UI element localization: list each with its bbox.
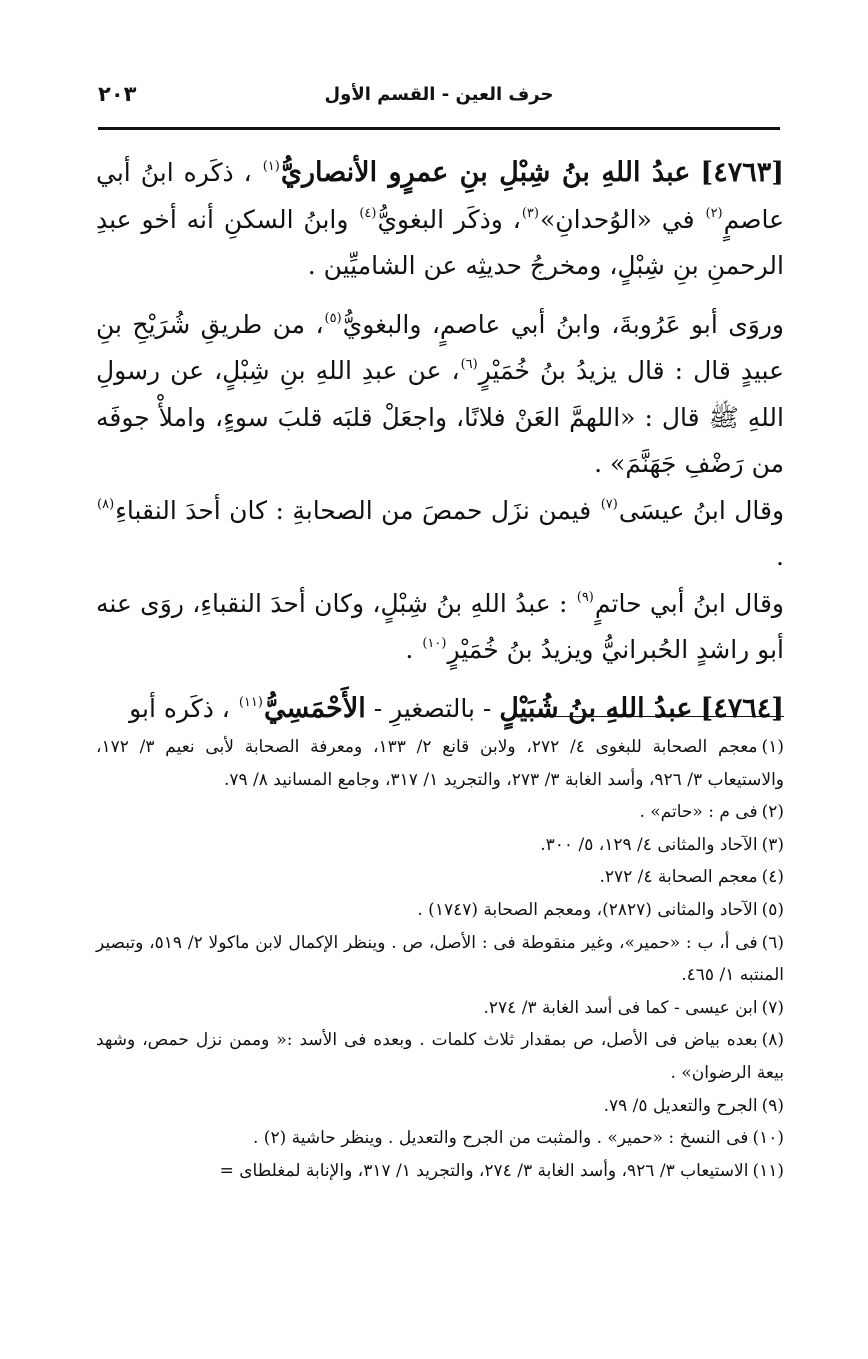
entry-4764-paragraph	[96, 686, 784, 733]
footnote-ref: (٨)	[97, 496, 115, 512]
main-text	[96, 150, 784, 732]
body-text: وروَى أبو عَرُوبةَ، وابنُ أبي عاصمٍ، والبغويُّ	[342, 309, 784, 339]
body-text: - بالتصغيرِ -	[373, 693, 492, 723]
body-text: في «الوُحدانِ»	[539, 204, 695, 234]
footnote-number: (٩)	[761, 1095, 784, 1116]
footnote-text: فى أ، ب : «حمير»، وغير منقوطة فى : الأصل، ص . وينظر الإكمال لابن ماكولا ٢/ ٥١٩، وتبصير المنتبه ١/ ٤٦٥.	[96, 932, 784, 986]
body-text: ، من طريقِ شُرَيْحِ بنِ عبيدٍ قال : قال يزيدُ بنُ خُمَيْرٍ	[96, 309, 785, 385]
entry-nisba: الأَحْمَسِيُّ	[263, 692, 366, 724]
entry-number: [٤٧٦٤]	[700, 692, 784, 724]
footnote-text: معجم الصحابة ٤/ ٢٧٢.	[599, 867, 758, 888]
footnote-text: الآحاد والمثانى ٤/ ١٢٩، ٥/ ٣٠٠.	[540, 834, 758, 855]
footnote-ref: (١)	[262, 159, 280, 174]
ibn-isa-paragraph	[96, 488, 784, 581]
body-text: .	[405, 635, 414, 664]
footnote-ref: (٩)	[576, 589, 594, 605]
footnote-number: (٣)	[761, 834, 784, 855]
footnote	[96, 1122, 784, 1155]
footnote-ref: (٧)	[600, 496, 618, 512]
entry-number: [٤٧٦٣]	[700, 157, 784, 188]
footnote-ref: (٢)	[705, 205, 723, 221]
entry-name: عبدُ اللهِ بنُ شُبَيْلٍ	[499, 692, 693, 724]
entry-name: عبدُ اللهِ بنُ شِبْلِ بنِ عمرٍو الأنصاريُّ	[280, 157, 691, 188]
footnote-text: فى النسخ : «حمير» . والمثبت من الجرح والتعديل . وينظر حاشية (٢) .	[253, 1128, 749, 1149]
footnote-number: (٧)	[761, 997, 784, 1018]
page-number: ٢٠٣	[98, 82, 137, 106]
footnote-text: الجرح والتعديل ٥/ ٧٩.	[603, 1095, 758, 1116]
footnote-number: (٦)	[761, 932, 784, 953]
footnote-ref: (١٠)	[422, 636, 447, 651]
footnote	[96, 894, 784, 927]
footnote-number: (٨)	[761, 1030, 784, 1051]
body-text: وابنُ السكنِ أنه أخو عبدِ الرحمنِ بنِ شِبْلٍ، ومخرجُ حديثِه عن الشاميِّين .	[96, 204, 784, 280]
footnote-separator	[538, 716, 784, 717]
footnote	[96, 992, 784, 1025]
page-header	[98, 84, 780, 118]
footnote	[96, 861, 784, 894]
footnote-number: (٤)	[761, 867, 784, 888]
header-rule	[98, 127, 780, 130]
body-text: ، وذكَر البغويُّ	[377, 204, 521, 234]
footnote-number: (١٠)	[752, 1128, 784, 1149]
body-text: ، عن عبدِ اللهِ بنِ شِبْلٍ، عن رسولِ اللهِ ﷺ قال : «اللهمَّ العَنْ فلانًا، واجعَلْ قلبَه قلبَ سوءٍ، واملأْ جوفَه من رَضْفِ جَهَنَّمَ» .	[96, 356, 784, 478]
footnote-text: بعده بياض فى الأصل، ص بمقدار ثلاث كلمات . وبعده فى الأسد :« وممن نزل حمص، وشهد بيعة الرضوان» .	[96, 1030, 784, 1083]
body-text: ، ذكَره أبو	[129, 693, 230, 723]
footnote	[96, 1090, 784, 1123]
footnotes	[96, 731, 784, 1187]
footnote	[96, 1024, 784, 1089]
footnote	[96, 731, 784, 796]
footnote-ref: (٦)	[460, 357, 478, 372]
footnote-text: الآحاد والمثانى (٢٨٢٧)، ومعجم الصحابة (١٧٤٧) .	[417, 899, 758, 920]
footnote-number: (٥)	[761, 899, 784, 920]
running-title: حرف العين - القسم الأول	[324, 84, 554, 105]
footnote-text: ابن عيسى - كما فى أسد الغابة ٣/ ٢٧٤.	[483, 997, 758, 1018]
footnote	[96, 1155, 784, 1188]
footnote-text: معجم الصحابة للبغوى ٤/ ٢٧٢، ولابن قانع ٢/ ١٣٣، ومعرفة الصحابة لأبى نعيم ٣/ ١٧٢، والاستيعاب ٣/ ٩٢٦، وأسد الغابة ٣/ ٢٧٣، والتجريد ١/ ٣١٧، وجامع المسانيد ٨/ ٧٩.	[96, 737, 784, 790]
body-text: فيمن نزَل حمصَ من الصحابةِ : كان أحدَ النقباءِ	[115, 495, 592, 525]
entry-4763-paragraph	[96, 150, 784, 290]
footnote	[96, 829, 784, 862]
footnote	[96, 927, 784, 992]
footnote	[96, 796, 784, 829]
footnote-ref: (٤)	[359, 205, 377, 221]
footnote-number: (١١)	[752, 1160, 784, 1181]
footnote-text: الاستيعاب ٣/ ٩٢٦، وأسد الغابة ٣/ ٢٧٤، والتجريد ١/ ٣١٧، والإنابة لمغلطاى =	[219, 1160, 749, 1181]
body-text: .	[776, 542, 784, 571]
body-text: وقال ابنُ أبي حاتمٍ	[594, 588, 784, 618]
footnote-number: (٢)	[761, 802, 784, 823]
footnote-ref: (٥)	[324, 310, 342, 326]
body-text: : عبدُ اللهِ بنُ شِبْلٍ، وكان أحدَ النقباءِ، روَى عنه أبو راشدٍ الحُبرانيُّ ويزيدُ بنُ خُمَيْرٍ	[96, 588, 784, 664]
body-text: وقال ابنُ عيسَى	[618, 495, 785, 525]
ibn-abi-hatim-paragraph	[96, 581, 784, 674]
footnote-text: فى م : «حاتم» .	[639, 802, 758, 823]
footnote-ref: (١١)	[238, 694, 263, 710]
footnote-ref: (٣)	[521, 205, 539, 221]
body-text: ، ذكَره ابنُ أبي عاصمٍ	[96, 158, 785, 234]
narration-paragraph	[96, 302, 784, 488]
footnote-number: (١)	[761, 737, 784, 757]
